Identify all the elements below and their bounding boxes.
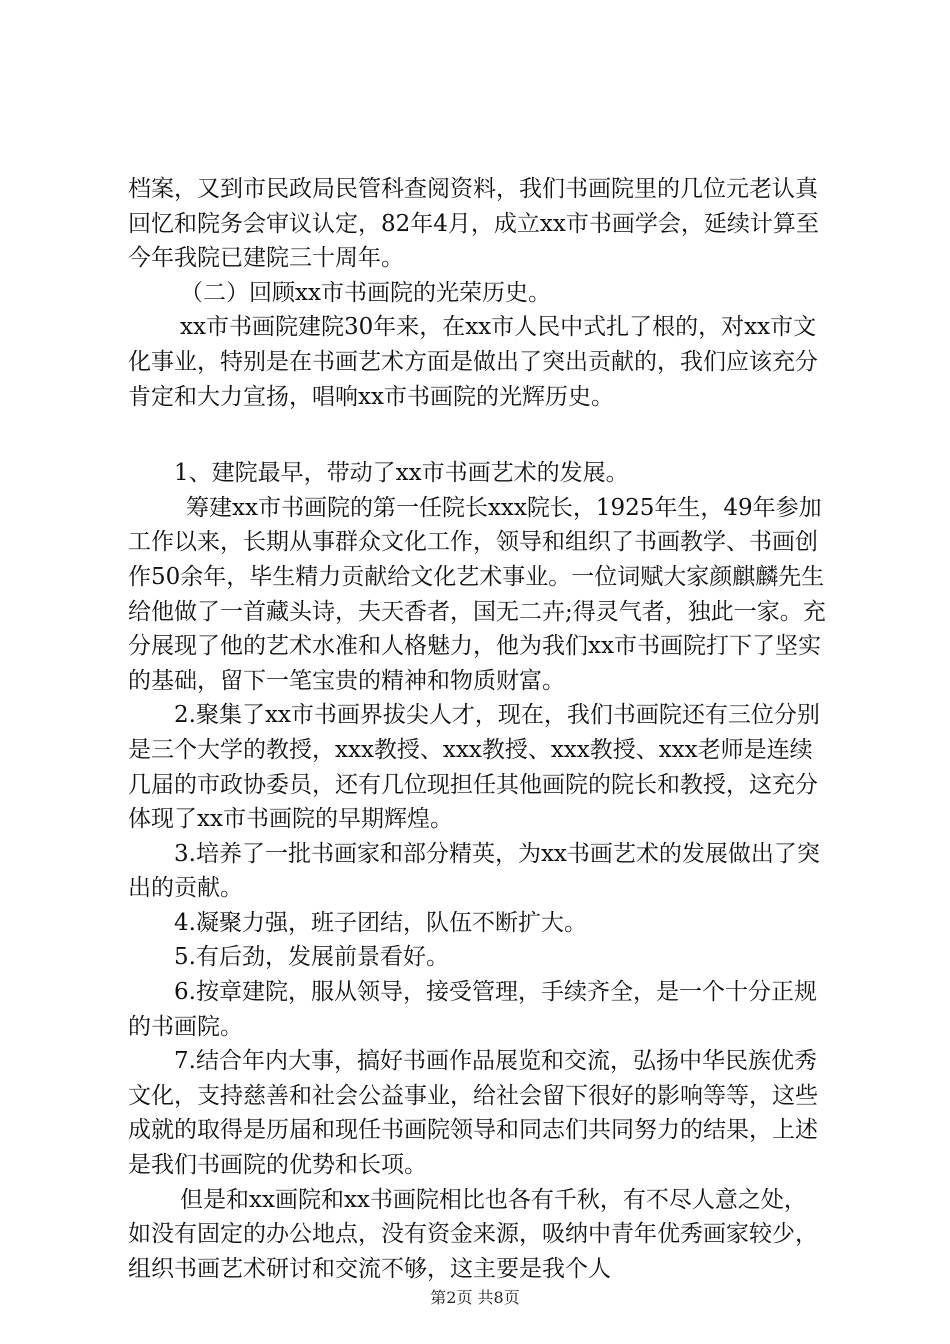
section-heading-history: （二）回顾xx市书画院的光荣历史。 — [180, 279, 551, 306]
document-body — [128, 172, 828, 1286]
list-item-7: 7.结合年内大事，搞好书画作品展览和交流，弘扬中华民族优秀文化，支持慈善和社会公益事业，给社会留下很好的影响等等，这些成就的取得是历届和现任书画院领导和同志们共同努力的结果，上述是我们书画院的优势和长项。 — [128, 1048, 818, 1179]
list-item-3: 3.培养了一批书画家和部分精英，为xx书画艺术的发展做出了突出的贡献。 — [128, 840, 820, 902]
paragraph-first-president: 筹建xx市书画院的第一任院长xxx院长，1925年生，49年参加工作以来，长期从事群众文化工作，领导和组织了书画教学、书画创作50余年，毕生精力贡献给文化艺术事业。一位词赋大家颜麒麟先生给他做了一首藏头诗，夫天香者，国无二卉;得灵气者，独此一家。充分展现了他的艺术水准和人格魅力，他为我们xx市书画院打下了坚实的基础，留下一笔宝贵的精神和物质财富。 — [128, 494, 826, 694]
list-item-6: 6.按章建院，服从领导，接受管理，手续齐全，是一个十分正规的书画院。 — [128, 979, 817, 1040]
list-item-5: 5.有后劲，发展前景看好。 — [174, 944, 449, 971]
paragraph-archive-continuation: 档案，又到市民政局民管科查阅资料，我们书画院里的几位元老认真回忆和院务会审议认定，82年4月，成立xx市书画学会，延续计算至今年我院已建院三十周年。 — [128, 176, 819, 272]
list-item-4: 4.凝聚力强，班子团结，队伍不断扩大。 — [174, 909, 587, 936]
paragraph-comparison: 但是和xx画院和xx书画院相比也各有千秋，有不尽人意之处，如没有固定的办公地点，没有资金来源，吸纳中青年优秀画家较少，组织书画艺术研讨和交流不够，这主要是我个人 — [128, 1186, 818, 1282]
list-item-2: 2.聚集了xx市书画界拔尖人才，现在，我们书画院还有三位分别是三个大学的教授，xxx教授、xxx教授、xxx教授、xxx老师是连续几届的市政协委员，还有几位现担任其他画院的院长和教授，这充分体现了xx市书画院的早期辉煌。 — [128, 702, 820, 833]
list-item-1: 1、建院最早，带动了xx市书画艺术的发展。 — [174, 460, 629, 487]
paragraph-history-intro: xx市书画院建院30年来，在xx市人民中式扎了根的，对xx市文化事业，特别是在书画艺术方面是做出了突出贡献的，我们应该充分肯定和大力宣扬，唱响xx市书画院的光辉历史。 — [128, 314, 818, 410]
paragraph-spacer — [128, 414, 828, 456]
page-footer: 第2页 共8页 — [430, 1288, 520, 1307]
